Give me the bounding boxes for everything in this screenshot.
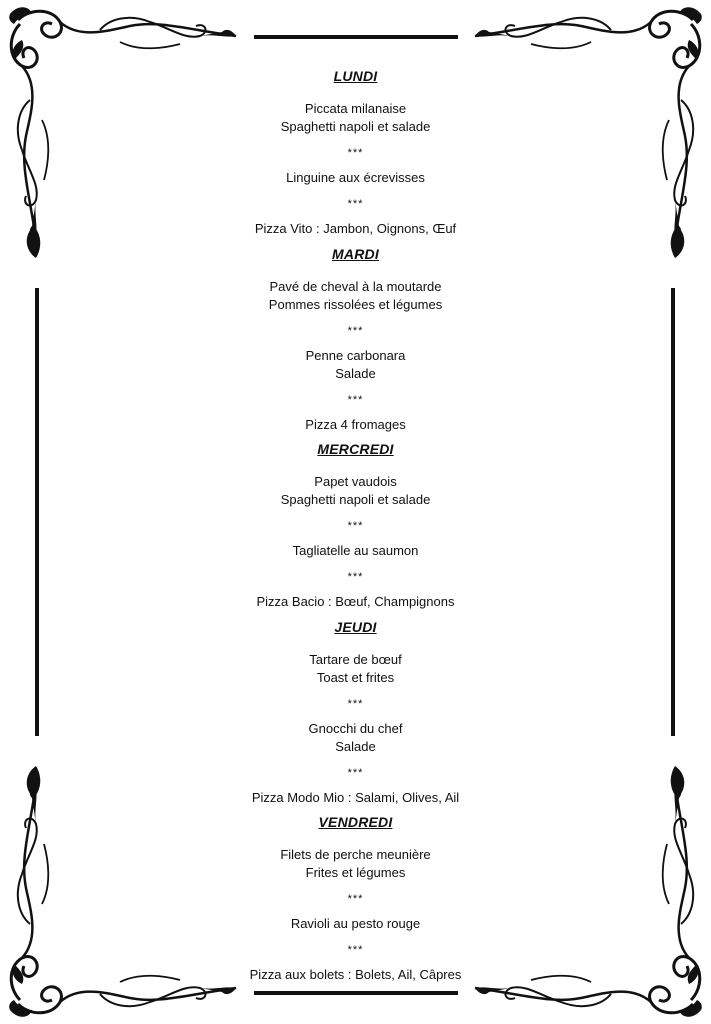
dish-line: Toast et frites [316,670,395,685]
separator: *** [347,325,364,337]
day-title: MERCREDI [317,441,394,457]
day-title: VENDREDI [318,814,393,830]
dish-line: Tagliatelle au saumon [292,543,419,558]
separator: *** [347,893,364,905]
dish-line: Piccata milanaise [304,101,407,116]
separator: *** [347,767,364,779]
separator: *** [347,944,364,956]
dish-line: Gnocchi du chef [308,721,403,736]
separator: *** [347,198,364,210]
day-section-mercredi [0,440,711,611]
dish-line: Linguine aux écrevisses [286,170,425,185]
dish-line: Spaghetti napoli et salade [280,119,431,134]
pizza-line: Pizza 4 fromages [305,417,406,432]
day-section-jeudi [0,618,711,807]
pizza-line: Pizza Bacio : Bœuf, Champignons [256,594,455,609]
dish-line: Spaghetti napoli et salade [280,492,431,507]
separator: *** [347,147,364,159]
pizza-line: Pizza Modo Mio : Salami, Olives, Ail [251,790,460,805]
separator: *** [347,571,364,583]
day-section-vendredi [0,813,711,984]
day-section-mardi [0,245,711,434]
pizza-line: Pizza Vito : Jambon, Oignons, Œuf [254,221,457,236]
day-section-lundi [0,67,711,238]
separator: *** [347,698,364,710]
day-title: JEUDI [334,619,377,635]
dish-line: Ravioli au pesto rouge [290,916,421,931]
dish-line: Salade [335,366,376,381]
pizza-line: Pizza aux bolets : Bolets, Ail, Câpres [249,967,462,982]
dish-line: Frites et légumes [305,865,406,880]
dish-line: Filets de perche meunière [280,847,431,862]
dish-line: Papet vaudois [314,474,397,489]
dish-line: Tartare de bœuf [309,652,402,667]
separator: *** [347,394,364,406]
dish-line: Penne carbonara [305,348,406,363]
day-title: LUNDI [333,68,378,84]
dish-line: Salade [335,739,376,754]
separator: *** [347,520,364,532]
dish-line: Pommes rissolées et légumes [268,297,443,312]
dish-line: Pavé de cheval à la moutarde [269,279,442,294]
day-title: MARDI [332,246,379,262]
